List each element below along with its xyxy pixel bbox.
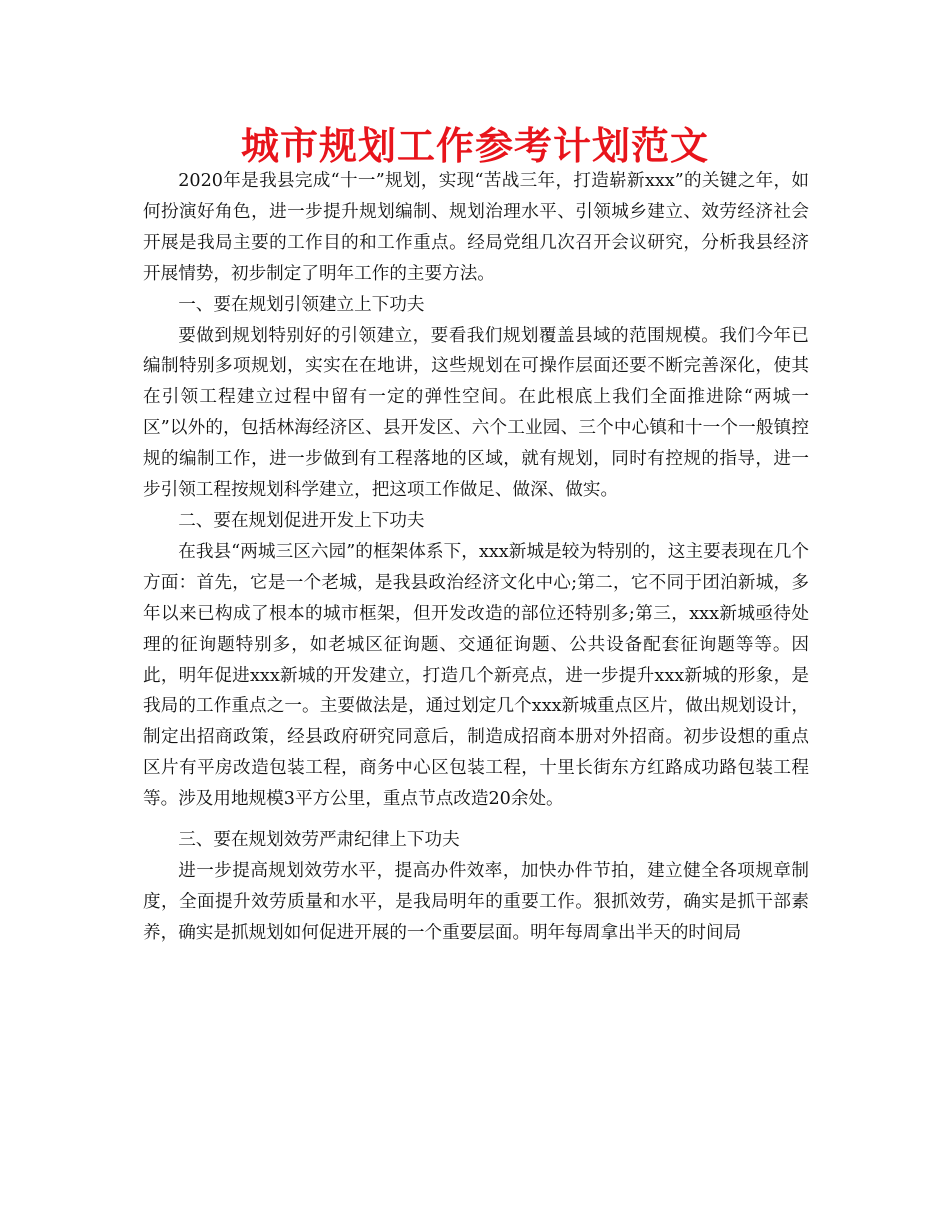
section-paragraph-2: 在我县“两城三区六园”的框架体系下，xxx新城是较为特别的，这主要表现在几个方面：首先，它是一个老城，是我县政治经济文化中心;第二，它不同于团泊新城，多年以来已构成了根本的城市框架，但开发改造的部位还特别多;第三，xxx新城亟待处理的征询题特别多，如老城区征询题、交通征询题、公共设备配套征询题等等。因此，明年促进xxx新城的开发建立，打造几个新亮点，进一步提升xxx新城的形象，是我局的工作重点之一。主要做法是，通过划定几个xxx新城重点区片，做出规划设计，制定出招商政策，经县政府研究同意后，制造成招商本册对外招商。初步设想的重点区片有平房改造包装工程，商务中心区包装工程，十里长街东方红路成功路包装工程等。涉及用地规模3平方公里，重点节点改造20余处。 xyxy=(143,541,809,810)
section-paragraph-1: 要做到规划特别好的引领建立，要看我们规划覆盖县域的范围规模。我们今年已编制特别多项规划，实实在在地讲，这些规划在可操作层面还要不断完善深化，使其在引领工程建立过程中留有一定的弹性空间。在此根底上我们全面推进除“两城一区”以外的，包括林海经济区、县开发区、六个工业园、三个中心镇和十一个一般镇控规的编制工作，进一步做到有工程落地的区域，就有规划，同时有控规的指导，进一步引领工程按规划科学建立，把这项工作做足、做深、做实。 xyxy=(143,325,809,501)
section-heading-1: 一、要在规划引领建立上下功夫 xyxy=(178,294,425,315)
document-body xyxy=(143,166,809,949)
document-title: 城市规划工作参考计划范文 xyxy=(240,124,709,168)
section-heading-2: 二、要在规划促进开发上下功夫 xyxy=(178,510,425,531)
section-paragraph-3: 进一步提高规划效劳水平，提高办件效率，加快办件节拍，建立健全各项规章制度，全面提升效劳质量和水平，是我局明年的重要工作。狠抓效劳，确实是抓干部素养，确实是抓规划如何促进开展的一个重要层面。明年每周拿出半天的时间局 xyxy=(143,860,809,943)
section-heading-3: 三、要在规划效劳严肃纪律上下功夫 xyxy=(178,830,460,851)
intro-paragraph: 2020年是我县完成“十一”规划，实现“苦战三年，打造崭新xxx”的关键之年，如何扮演好角色，进一步提升规划编制、规划治理水平、引领城乡建立、效劳经济社会开展是我局主要的工作目的和工作重点。经局党组几次召开会议研究，分析我县经济开展情势，初步制定了明年工作的主要方法。 xyxy=(143,171,809,284)
